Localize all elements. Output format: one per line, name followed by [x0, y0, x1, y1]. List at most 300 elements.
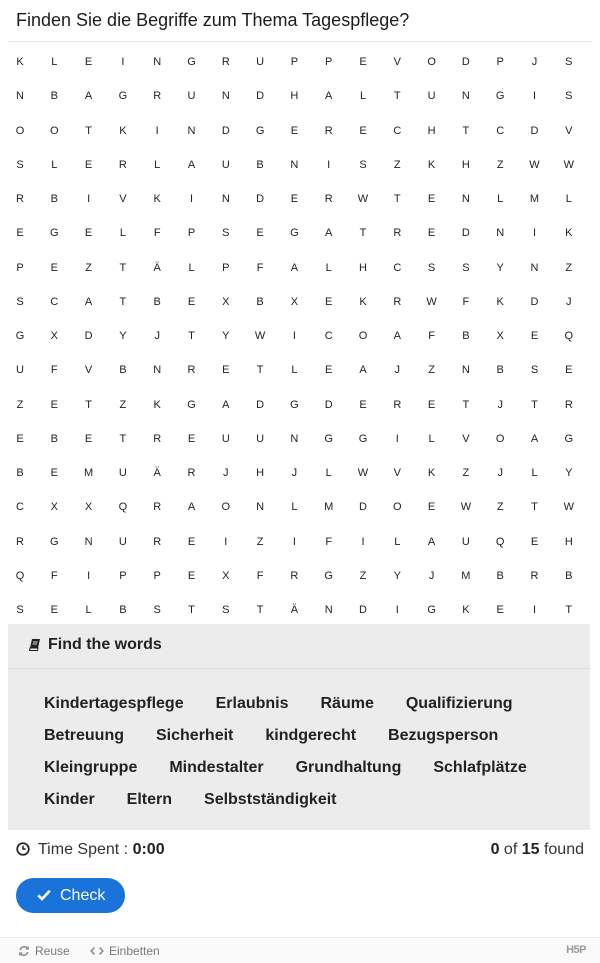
grid-cell[interactable]: B	[119, 604, 127, 616]
grid-cell[interactable]: G	[118, 90, 128, 103]
grid-cell[interactable]: Z	[16, 398, 24, 411]
grid-cell[interactable]: I	[87, 193, 91, 205]
grid-cell[interactable]: R	[393, 398, 402, 411]
grid-cell[interactable]: A	[530, 432, 539, 445]
grid-cell[interactable]: L	[291, 501, 298, 514]
grid-cell[interactable]: E	[84, 227, 93, 240]
grid-cell[interactable]: V	[393, 467, 401, 479]
grid-cell[interactable]: T	[85, 124, 92, 137]
grid-cell[interactable]: G	[50, 227, 59, 240]
grid-cell[interactable]: X	[84, 501, 93, 514]
grid-cell[interactable]: T	[531, 501, 538, 514]
grid-cell[interactable]: Z	[119, 398, 127, 411]
grid-cell[interactable]: O	[427, 56, 436, 68]
grid-cell[interactable]: A	[187, 158, 196, 171]
grid-cell[interactable]: S	[222, 604, 230, 616]
grid-cell[interactable]: I	[532, 604, 537, 616]
grid-cell[interactable]: J	[531, 56, 538, 68]
grid-cell[interactable]: A	[84, 90, 93, 103]
check-button[interactable]	[16, 878, 125, 913]
grid-cell[interactable]: G	[358, 432, 368, 445]
grid-cell[interactable]: H	[427, 124, 436, 137]
grid-cell[interactable]: O	[221, 501, 231, 514]
grid-cell[interactable]: G	[50, 535, 59, 548]
embed-link[interactable]	[90, 944, 160, 958]
grid-cell[interactable]: N	[84, 535, 93, 548]
reuse-link[interactable]	[18, 944, 70, 958]
grid-cell[interactable]: N	[530, 261, 539, 274]
grid-cell[interactable]: V	[462, 432, 470, 445]
grid-cell[interactable]: G	[427, 604, 436, 616]
grid-cell[interactable]: I	[327, 158, 331, 171]
grid-cell[interactable]: Q	[15, 569, 25, 582]
grid-cell[interactable]: F	[256, 261, 264, 274]
grid-cell[interactable]: T	[85, 398, 92, 411]
grid-cell[interactable]: J	[291, 467, 298, 479]
grid-cell[interactable]: X	[496, 330, 504, 342]
grid-cell[interactable]: Z	[85, 261, 92, 274]
grid-cell[interactable]: J	[223, 467, 229, 479]
grid-cell[interactable]: U	[427, 90, 436, 103]
grid-cell[interactable]: H	[359, 261, 367, 274]
grid-cell[interactable]: A	[290, 261, 299, 274]
grid-cell[interactable]: O	[15, 124, 25, 137]
grid-cell[interactable]: E	[427, 501, 436, 514]
grid-cell[interactable]: L	[497, 193, 504, 205]
grid-cell[interactable]: X	[50, 330, 58, 342]
grid-cell[interactable]: R	[16, 193, 24, 205]
grid-cell[interactable]: F	[50, 569, 58, 582]
grid-cell[interactable]: Y	[119, 330, 127, 342]
h5p-logo[interactable]: H5P	[566, 944, 586, 956]
grid-cell[interactable]: Y	[565, 467, 573, 479]
grid-cell[interactable]: S	[16, 295, 24, 308]
grid-cell[interactable]: B	[256, 158, 264, 171]
grid-cell[interactable]: U	[187, 90, 196, 103]
grid-cell[interactable]: I	[87, 569, 91, 582]
grid-cell[interactable]: P	[496, 56, 504, 68]
grid-cell[interactable]: W	[460, 501, 472, 514]
grid-cell[interactable]: H	[461, 158, 470, 171]
grid-cell[interactable]: D	[530, 124, 539, 137]
grid-cell[interactable]: R	[324, 124, 333, 137]
grid-cell[interactable]: I	[361, 535, 365, 548]
grid-cell[interactable]: T	[119, 432, 127, 445]
grid-cell[interactable]: D	[221, 124, 230, 137]
grid-cell[interactable]: G	[187, 398, 196, 411]
grid-cell[interactable]: E	[427, 193, 436, 205]
grid-cell[interactable]: P	[187, 227, 196, 240]
grid-cell[interactable]: X	[290, 295, 299, 308]
grid-cell[interactable]: D	[359, 604, 367, 616]
grid-cell[interactable]: M	[84, 467, 94, 479]
grid-cell[interactable]: K	[153, 193, 161, 205]
grid-cell[interactable]: E	[222, 364, 230, 377]
grid-cell[interactable]: T	[393, 193, 401, 205]
grid-cell[interactable]: R	[221, 56, 230, 68]
grid-cell[interactable]: J	[394, 364, 401, 377]
grid-cell[interactable]: C	[16, 501, 24, 514]
grid-cell[interactable]: E	[50, 261, 58, 274]
grid-cell[interactable]: P	[16, 261, 24, 274]
grid-cell[interactable]: F	[462, 295, 470, 308]
grid-cell[interactable]: E	[530, 535, 539, 548]
grid-cell[interactable]: R	[153, 90, 162, 103]
grid-cell[interactable]: F	[325, 535, 333, 548]
grid-cell[interactable]: A	[222, 398, 230, 411]
grid-cell[interactable]: V	[565, 124, 573, 137]
grid-cell[interactable]: L	[428, 432, 435, 445]
word-item: Eltern	[126, 791, 173, 808]
grid-cell[interactable]: N	[187, 124, 196, 137]
grid-cell[interactable]: V	[393, 56, 401, 68]
grid-cell[interactable]: N	[496, 227, 505, 240]
grid-cell[interactable]: Z	[565, 261, 573, 274]
grid-cell[interactable]: R	[290, 569, 299, 582]
grid-cell[interactable]: L	[85, 604, 92, 616]
grid-cell[interactable]: S	[565, 56, 573, 68]
grid-cell[interactable]: G	[495, 90, 505, 103]
grid-cell[interactable]: G	[15, 330, 25, 342]
grid-cell[interactable]: H	[564, 535, 573, 548]
grid-cell[interactable]: C	[496, 124, 505, 137]
grid-cell[interactable]: S	[222, 227, 230, 240]
grid-cell[interactable]: K	[427, 467, 436, 479]
grid-cell[interactable]: N	[461, 364, 470, 377]
grid-cell[interactable]: T	[119, 295, 127, 308]
grid-cell[interactable]: U	[118, 467, 127, 479]
grid-cell[interactable]: G	[290, 398, 299, 411]
grid-cell[interactable]: I	[224, 535, 228, 548]
grid-cell[interactable]: X	[50, 501, 58, 514]
grid-cell[interactable]: E	[84, 158, 93, 171]
grid-cell[interactable]: Y	[222, 330, 230, 342]
grid-cell[interactable]: Q	[118, 501, 128, 514]
grid-cell[interactable]: E	[496, 604, 504, 616]
grid-cell[interactable]: E	[187, 432, 196, 445]
grid-cell[interactable]: C	[50, 295, 59, 308]
grid-cell[interactable]: W	[254, 330, 266, 342]
grid-cell[interactable]: N	[461, 90, 470, 103]
grid-cell[interactable]: A	[325, 227, 333, 240]
grid-cell[interactable]: N	[324, 604, 333, 616]
grid-cell[interactable]: N	[290, 432, 299, 445]
grid-cell[interactable]: E	[325, 364, 333, 377]
grid-cell[interactable]: X	[222, 569, 230, 582]
grid-cell[interactable]: T	[256, 364, 264, 377]
grid-cell[interactable]: I	[292, 330, 296, 342]
grid-cell[interactable]: G	[324, 432, 333, 445]
grid-cell[interactable]: U	[221, 158, 230, 171]
grid-cell[interactable]: Z	[359, 569, 367, 582]
grid-cell[interactable]: W	[357, 467, 369, 479]
grid-cell[interactable]: E	[290, 193, 299, 205]
grid-cell[interactable]: B	[50, 193, 58, 205]
grid-cell[interactable]: N	[221, 90, 230, 103]
grid-cell[interactable]: W	[529, 158, 540, 171]
grid-cell[interactable]: F	[256, 569, 264, 582]
grid-cell[interactable]: P	[222, 261, 230, 274]
grid-cell[interactable]: D	[461, 56, 470, 68]
grid-cell[interactable]: Q	[564, 330, 574, 342]
grid-cell[interactable]: Z	[428, 364, 435, 377]
grid-cell[interactable]: P	[119, 569, 127, 582]
grid-cell[interactable]: K	[153, 398, 161, 411]
page-title: Finden Sie die Begriffe zum Thema Tagespflege?	[16, 10, 410, 30]
grid-cell[interactable]: R	[187, 467, 196, 479]
grid-cell[interactable]: K	[565, 227, 573, 240]
grid-cell[interactable]: G	[324, 569, 333, 582]
grid-cell[interactable]: T	[393, 90, 401, 103]
grid-cell[interactable]: D	[84, 330, 93, 342]
grid-cell[interactable]: F	[153, 227, 161, 240]
grid-cell[interactable]: C	[324, 330, 333, 342]
grid-cell[interactable]: Z	[496, 501, 504, 514]
grid-cell[interactable]: A	[393, 330, 401, 342]
grid-cell[interactable]: D	[530, 295, 539, 308]
grid-cell[interactable]: J	[497, 398, 503, 411]
grid-cell[interactable]: I	[155, 124, 159, 137]
grid-cell[interactable]: N	[153, 56, 162, 68]
grid-cell[interactable]: A	[359, 364, 367, 377]
grid-cell[interactable]: O	[50, 124, 59, 137]
grid-cell[interactable]: K	[496, 295, 504, 308]
grid-cell[interactable]: E	[187, 535, 196, 548]
grid-cell[interactable]: I	[395, 604, 399, 616]
grid-cell[interactable]: G	[187, 56, 196, 68]
grid-cell[interactable]: E	[359, 398, 367, 411]
grid-cell[interactable]: K	[359, 295, 367, 308]
grid-cell[interactable]: M	[529, 193, 540, 205]
grid-cell[interactable]: J	[154, 330, 160, 342]
grid-cell[interactable]: E	[565, 364, 573, 377]
grid-cell[interactable]: Ä	[153, 467, 161, 479]
grid-cell[interactable]: B	[496, 364, 504, 377]
grid-cell[interactable]: C	[393, 124, 402, 137]
grid-cell[interactable]: F	[50, 364, 58, 377]
grid-cell[interactable]: B	[153, 295, 161, 308]
grid-cell[interactable]: Ä	[290, 604, 299, 616]
grid-cell[interactable]: R	[530, 569, 539, 582]
grid-cell[interactable]: A	[427, 535, 436, 548]
grid-cell[interactable]: R	[564, 398, 573, 411]
grid-cell[interactable]: W	[357, 193, 369, 205]
grid-cell[interactable]: S	[16, 158, 24, 171]
grid-cell[interactable]: I	[292, 535, 296, 548]
grid-cell[interactable]: L	[359, 90, 367, 103]
grid-cell[interactable]: L	[394, 535, 401, 548]
grid-cell[interactable]: B	[16, 467, 24, 479]
grid-cell[interactable]: E	[359, 124, 367, 137]
grid-cell[interactable]: I	[395, 432, 399, 445]
grid-cell[interactable]: Z	[256, 535, 264, 548]
grid-cell[interactable]: D	[461, 227, 470, 240]
grid-cell[interactable]: E	[359, 56, 367, 68]
grid-cell[interactable]: S	[427, 261, 436, 274]
grid-cell[interactable]: G	[255, 124, 265, 137]
grid-cell[interactable]: T	[359, 227, 367, 240]
grid-cell[interactable]: T	[119, 261, 127, 274]
grid-cell[interactable]: O	[495, 432, 505, 445]
grid-cell[interactable]: T	[188, 330, 195, 342]
grid-cell[interactable]: U	[256, 432, 265, 445]
grid-cell[interactable]: R	[393, 227, 402, 240]
grid-cell[interactable]: E	[50, 604, 58, 616]
grid-cell[interactable]: D	[256, 398, 265, 411]
grid-cell[interactable]: W	[563, 501, 574, 514]
grid-cell[interactable]: V	[119, 193, 127, 205]
grid-cell[interactable]: U	[118, 535, 127, 548]
grid-cell[interactable]: C	[393, 261, 402, 274]
grid-cell[interactable]: G	[564, 432, 574, 445]
grid-cell[interactable]: N	[256, 501, 265, 514]
grid-cell[interactable]: W	[563, 158, 574, 171]
grid-cell[interactable]: H	[290, 90, 299, 103]
grid-cell[interactable]: E	[16, 432, 24, 445]
grid-cell[interactable]: Y	[496, 261, 504, 274]
grid-cell[interactable]: A	[84, 295, 93, 308]
grid-cell[interactable]: B	[50, 90, 58, 103]
grid-cell[interactable]: S	[530, 364, 539, 377]
grid-cell[interactable]: E	[84, 56, 93, 68]
grid-cell[interactable]: D	[256, 90, 265, 103]
grid-cell[interactable]: S	[565, 90, 573, 103]
grid-cell[interactable]: A	[325, 90, 333, 103]
grid-cell[interactable]: J	[566, 295, 572, 308]
grid-cell[interactable]: D	[256, 193, 265, 205]
grid-cell[interactable]: T	[565, 604, 573, 616]
grid-cell[interactable]: B	[119, 364, 127, 377]
grid-cell[interactable]: B	[565, 569, 573, 582]
grid-cell[interactable]: N	[290, 158, 299, 171]
grid-cell[interactable]: M	[461, 569, 471, 582]
grid-cell[interactable]: K	[462, 604, 470, 616]
word-item: Erlaubnis	[215, 695, 289, 712]
grid-cell[interactable]: R	[153, 501, 162, 514]
grid-cell[interactable]: B	[256, 295, 264, 308]
reuse-icon	[18, 945, 30, 957]
grid-cell[interactable]: L	[325, 261, 332, 274]
grid-cell[interactable]: A	[187, 501, 196, 514]
grid-cell[interactable]: M	[324, 501, 334, 514]
grid-cell[interactable]: T	[531, 398, 538, 411]
grid-cell[interactable]: P	[290, 56, 299, 68]
grid-cell[interactable]: E	[50, 467, 58, 479]
grid-cell[interactable]: Z	[496, 158, 504, 171]
grid-cell[interactable]: R	[393, 295, 402, 308]
time-spent	[38, 841, 165, 859]
grid-cell[interactable]: I	[121, 56, 125, 68]
grid-cell[interactable]: X	[222, 295, 230, 308]
grid-cell[interactable]: E	[187, 295, 196, 308]
grid-cell[interactable]: L	[291, 364, 298, 377]
grid-cell[interactable]: R	[118, 158, 127, 171]
grid-cell[interactable]: R	[153, 432, 162, 445]
grid-cell[interactable]: W	[426, 295, 437, 308]
grid-cell[interactable]: T	[188, 604, 195, 616]
word-item: Mindestalter	[169, 759, 264, 776]
grid-cell[interactable]: L	[565, 193, 572, 205]
grid-cell[interactable]: D	[324, 398, 333, 411]
grid-cell[interactable]: U	[256, 56, 265, 68]
grid-cell[interactable]: K	[16, 56, 24, 68]
grid-cell[interactable]: N	[221, 193, 230, 205]
grid-cell[interactable]: K	[119, 124, 127, 137]
word-item: Schlafplätze	[433, 759, 527, 776]
grid-cell[interactable]: B	[462, 330, 470, 342]
grid-cell[interactable]: U	[16, 364, 24, 377]
grid-cell[interactable]: E	[290, 124, 299, 137]
grid-cell[interactable]: E	[50, 398, 58, 411]
grid-cell[interactable]: U	[461, 535, 470, 548]
grid-cell[interactable]: E	[427, 227, 436, 240]
grid-cell[interactable]: E	[16, 227, 24, 240]
grid-cell[interactable]: L	[51, 158, 58, 171]
grid-cell[interactable]: R	[16, 535, 24, 548]
grid-cell[interactable]: N	[461, 193, 470, 205]
grid-cell[interactable]: S	[359, 158, 367, 171]
grid-cell[interactable]: S	[462, 261, 470, 274]
grid-cell[interactable]: R	[324, 193, 333, 205]
grid-cell[interactable]: L	[325, 467, 332, 479]
grid-cell[interactable]: Т	[462, 398, 470, 411]
grid-cell[interactable]: E	[530, 330, 539, 342]
grid-cell[interactable]: O	[358, 330, 368, 342]
grid-cell[interactable]: S	[16, 604, 24, 616]
grid-cell[interactable]: K	[427, 158, 436, 171]
grid-cell[interactable]: R	[153, 535, 162, 548]
grid-cell[interactable]: E	[256, 227, 264, 240]
grid-cell[interactable]: L	[154, 158, 161, 171]
grid-cell[interactable]: E	[325, 295, 333, 308]
grid-cell[interactable]: N	[153, 364, 162, 377]
grid-cell[interactable]: E	[187, 569, 196, 582]
grid-cell[interactable]: T	[256, 604, 264, 616]
grid-cell[interactable]: Q	[495, 535, 505, 548]
grid-cell[interactable]: Ä	[153, 261, 161, 274]
grid-cell[interactable]: Z	[393, 158, 401, 171]
grid-cell[interactable]: S	[153, 604, 161, 616]
grid-cell[interactable]: H	[256, 467, 265, 479]
grid-cell[interactable]: P	[325, 56, 333, 68]
grid-cell[interactable]: E	[84, 432, 93, 445]
grid-cell[interactable]: D	[359, 501, 367, 514]
grid-cell[interactable]: J	[497, 467, 503, 479]
grid-cell[interactable]: I	[189, 193, 194, 205]
grid-cell[interactable]: I	[532, 227, 537, 240]
grid-cell[interactable]: U	[221, 432, 230, 445]
grid-cell[interactable]: B	[496, 569, 504, 582]
grid-cell[interactable]: T	[462, 124, 470, 137]
grid-cell[interactable]: V	[84, 364, 93, 377]
grid-cell[interactable]: F	[428, 330, 435, 342]
grid-cell[interactable]: E	[427, 398, 436, 411]
grid-cell[interactable]: Y	[393, 569, 401, 582]
grid-cell[interactable]: I	[532, 90, 537, 103]
grid-cell[interactable]: L	[531, 467, 538, 479]
grid-cell[interactable]: N	[16, 90, 24, 103]
grid-cell[interactable]: L	[188, 261, 195, 274]
grid-cell[interactable]: O	[393, 501, 402, 514]
grid-cell[interactable]: B	[50, 432, 58, 445]
grid-cell[interactable]: R	[187, 364, 196, 377]
grid-cell[interactable]: J	[428, 569, 435, 582]
grid-cell[interactable]: G	[290, 227, 299, 240]
grid-cell[interactable]: P	[153, 569, 161, 582]
grid-cell[interactable]: L	[51, 56, 58, 68]
grid-cell[interactable]: L	[119, 227, 126, 240]
grid-cell[interactable]: Z	[462, 467, 470, 479]
